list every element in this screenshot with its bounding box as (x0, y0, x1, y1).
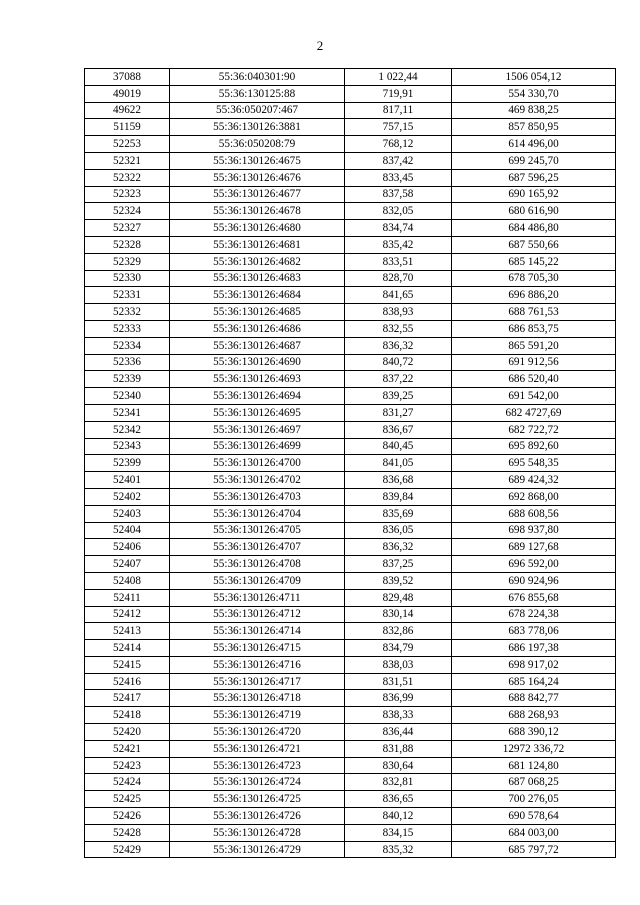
record-number-cell: 52408 (85, 572, 170, 589)
cadastral-number-cell: 55:36:130126:4682 (170, 253, 345, 270)
cadastral-number-cell: 55:36:130126:4695 (170, 404, 345, 421)
area-cell: 839,52 (345, 572, 452, 589)
area-cell: 1 022,44 (345, 69, 452, 86)
cadastral-number-cell: 55:36:130126:4683 (170, 270, 345, 287)
table-row (85, 488, 616, 505)
value-cell: 857 850,95 (452, 119, 616, 136)
value-cell: 690 165,92 (452, 186, 616, 203)
cadastral-number-cell: 55:36:130126:4708 (170, 556, 345, 573)
table-row (85, 791, 616, 808)
cadastral-number-cell: 55:36:130126:4715 (170, 640, 345, 657)
cadastral-number-cell: 55:36:130126:4721 (170, 740, 345, 757)
value-cell: 686 853,75 (452, 320, 616, 337)
table-row (85, 287, 616, 304)
table-row (85, 757, 616, 774)
value-cell: 699 245,70 (452, 152, 616, 169)
record-number-cell: 52330 (85, 270, 170, 287)
record-number-cell: 52323 (85, 186, 170, 203)
cadastral-number-cell: 55:36:130126:4705 (170, 522, 345, 539)
cadastral-number-cell: 55:36:130126:4678 (170, 203, 345, 220)
cadastral-number-cell: 55:36:130126:4676 (170, 169, 345, 186)
table-row (85, 640, 616, 657)
record-number-cell: 52402 (85, 488, 170, 505)
cadastral-number-cell: 55:36:130126:4686 (170, 320, 345, 337)
record-number-cell: 52336 (85, 354, 170, 371)
area-cell: 757,15 (345, 119, 452, 136)
table-row (85, 841, 616, 858)
value-cell: 687 550,66 (452, 236, 616, 253)
page-number: 2 (316, 38, 324, 53)
value-cell: 689 424,32 (452, 472, 616, 489)
cadastral-number-cell: 55:36:130125:88 (170, 85, 345, 102)
cadastral-number-cell: 55:36:130126:3881 (170, 119, 345, 136)
table-row (85, 69, 616, 86)
table-row (85, 136, 616, 153)
table-row (85, 320, 616, 337)
value-cell: 689 127,68 (452, 539, 616, 556)
cadastral-number-cell: 55:36:130126:4728 (170, 824, 345, 841)
value-cell: 687 596,25 (452, 169, 616, 186)
record-number-cell: 52331 (85, 287, 170, 304)
record-number-cell: 52332 (85, 304, 170, 321)
value-cell: 682 722,72 (452, 421, 616, 438)
table-row (85, 404, 616, 421)
area-cell: 834,74 (345, 220, 452, 237)
cadastral-number-cell: 55:36:130126:4724 (170, 774, 345, 791)
value-cell: 681 124,80 (452, 757, 616, 774)
cadastral-number-cell: 55:36:130126:4687 (170, 337, 345, 354)
record-number-cell: 52403 (85, 505, 170, 522)
cadastral-number-cell: 55:36:130126:4711 (170, 589, 345, 606)
value-cell: 684 486,80 (452, 220, 616, 237)
record-number-cell: 52401 (85, 472, 170, 489)
table-row (85, 371, 616, 388)
area-cell: 817,11 (345, 102, 452, 119)
value-cell: 696 886,20 (452, 287, 616, 304)
cadastral-number-cell: 55:36:130126:4729 (170, 841, 345, 858)
record-number-cell: 37088 (85, 69, 170, 86)
record-number-cell: 52418 (85, 707, 170, 724)
cadastral-number-cell: 55:36:130126:4709 (170, 572, 345, 589)
area-cell: 839,84 (345, 488, 452, 505)
area-cell: 833,51 (345, 253, 452, 270)
area-cell: 833,45 (345, 169, 452, 186)
value-cell: 700 276,05 (452, 791, 616, 808)
cadastral-number-cell: 55:36:130126:4704 (170, 505, 345, 522)
value-cell: 684 003,00 (452, 824, 616, 841)
cadastral-number-cell: 55:36:130126:4694 (170, 388, 345, 405)
table-row (85, 354, 616, 371)
value-cell: 695 892,60 (452, 438, 616, 455)
cadastral-number-cell: 55:36:130126:4690 (170, 354, 345, 371)
value-cell: 554 330,70 (452, 85, 616, 102)
value-cell: 692 868,00 (452, 488, 616, 505)
area-cell: 836,05 (345, 522, 452, 539)
cadastral-number-cell: 55:36:130126:4699 (170, 438, 345, 455)
area-cell: 832,55 (345, 320, 452, 337)
value-cell: 685 145,22 (452, 253, 616, 270)
table-row (85, 623, 616, 640)
table-row (85, 556, 616, 573)
record-number-cell: 52321 (85, 152, 170, 169)
registry-table-body (85, 69, 616, 858)
area-cell: 768,12 (345, 136, 452, 153)
cadastral-number-cell: 55:36:050208:79 (170, 136, 345, 153)
record-number-cell: 52322 (85, 169, 170, 186)
record-number-cell: 52334 (85, 337, 170, 354)
cadastral-number-cell: 55:36:130126:4723 (170, 757, 345, 774)
cadastral-number-cell: 55:36:130126:4720 (170, 724, 345, 741)
table-row (85, 774, 616, 791)
table-row (85, 572, 616, 589)
record-number-cell: 52340 (85, 388, 170, 405)
area-cell: 829,48 (345, 589, 452, 606)
record-number-cell: 52324 (85, 203, 170, 220)
cadastral-number-cell: 55:36:130126:4714 (170, 623, 345, 640)
record-number-cell: 52425 (85, 791, 170, 808)
value-cell: 688 268,93 (452, 707, 616, 724)
value-cell: 682 4727,69 (452, 404, 616, 421)
cadastral-number-cell: 55:36:130126:4703 (170, 488, 345, 505)
table-row (85, 253, 616, 270)
value-cell: 678 224,38 (452, 606, 616, 623)
value-cell: 685 164,24 (452, 673, 616, 690)
cadastral-number-cell: 55:36:130126:4693 (170, 371, 345, 388)
area-cell: 840,12 (345, 808, 452, 825)
value-cell: 687 068,25 (452, 774, 616, 791)
record-number-cell: 52413 (85, 623, 170, 640)
area-cell: 836,99 (345, 690, 452, 707)
record-number-cell: 52343 (85, 438, 170, 455)
record-number-cell: 52420 (85, 724, 170, 741)
record-number-cell: 52412 (85, 606, 170, 623)
record-number-cell: 52342 (85, 421, 170, 438)
area-cell: 837,58 (345, 186, 452, 203)
value-cell: 676 855,68 (452, 589, 616, 606)
record-number-cell: 52328 (85, 236, 170, 253)
cadastral-number-cell: 55:36:130126:4707 (170, 539, 345, 556)
value-cell: 688 608,56 (452, 505, 616, 522)
area-cell: 836,44 (345, 724, 452, 741)
area-cell: 838,03 (345, 656, 452, 673)
table-row (85, 455, 616, 472)
value-cell: 696 592,00 (452, 556, 616, 573)
value-cell: 691 912,56 (452, 354, 616, 371)
area-cell: 719,91 (345, 85, 452, 102)
record-number-cell: 52341 (85, 404, 170, 421)
registry-table (84, 68, 616, 858)
value-cell: 678 705,30 (452, 270, 616, 287)
area-cell: 831,88 (345, 740, 452, 757)
area-cell: 832,05 (345, 203, 452, 220)
area-cell: 831,51 (345, 673, 452, 690)
record-number-cell: 52421 (85, 740, 170, 757)
area-cell: 835,32 (345, 841, 452, 858)
table-row (85, 539, 616, 556)
table-row (85, 589, 616, 606)
value-cell: 688 390,12 (452, 724, 616, 741)
record-number-cell: 52411 (85, 589, 170, 606)
record-number-cell: 52417 (85, 690, 170, 707)
table-row (85, 186, 616, 203)
record-number-cell: 52399 (85, 455, 170, 472)
area-cell: 830,14 (345, 606, 452, 623)
value-cell: 686 520,40 (452, 371, 616, 388)
cadastral-number-cell: 55:36:130126:4681 (170, 236, 345, 253)
area-cell: 831,27 (345, 404, 452, 421)
cadastral-number-cell: 55:36:130126:4702 (170, 472, 345, 489)
value-cell: 865 591,20 (452, 337, 616, 354)
area-cell: 830,64 (345, 757, 452, 774)
area-cell: 841,65 (345, 287, 452, 304)
table-row (85, 505, 616, 522)
table-row (85, 388, 616, 405)
table-row (85, 824, 616, 841)
record-number-cell: 52429 (85, 841, 170, 858)
area-cell: 838,93 (345, 304, 452, 321)
area-cell: 839,25 (345, 388, 452, 405)
table-row (85, 203, 616, 220)
record-number-cell: 52406 (85, 539, 170, 556)
area-cell: 836,65 (345, 791, 452, 808)
table-row (85, 724, 616, 741)
table-row (85, 690, 616, 707)
record-number-cell: 49019 (85, 85, 170, 102)
record-number-cell: 52404 (85, 522, 170, 539)
area-cell: 836,32 (345, 337, 452, 354)
table-row (85, 270, 616, 287)
area-cell: 836,68 (345, 472, 452, 489)
value-cell: 1506 054,12 (452, 69, 616, 86)
table-row (85, 421, 616, 438)
table-row (85, 304, 616, 321)
cadastral-number-cell: 55:36:130126:4717 (170, 673, 345, 690)
record-number-cell: 52416 (85, 673, 170, 690)
record-number-cell: 52327 (85, 220, 170, 237)
record-number-cell: 52424 (85, 774, 170, 791)
area-cell: 840,45 (345, 438, 452, 455)
table-row (85, 808, 616, 825)
value-cell: 686 197,38 (452, 640, 616, 657)
area-cell: 834,15 (345, 824, 452, 841)
value-cell: 690 578,64 (452, 808, 616, 825)
area-cell: 837,22 (345, 371, 452, 388)
record-number-cell: 51159 (85, 119, 170, 136)
cadastral-number-cell: 55:36:130126:4712 (170, 606, 345, 623)
cadastral-number-cell: 55:36:050207:467 (170, 102, 345, 119)
table-row (85, 236, 616, 253)
record-number-cell: 52407 (85, 556, 170, 573)
value-cell: 698 917,02 (452, 656, 616, 673)
value-cell: 688 842,77 (452, 690, 616, 707)
cadastral-number-cell: 55:36:130126:4680 (170, 220, 345, 237)
record-number-cell: 52414 (85, 640, 170, 657)
cadastral-number-cell: 55:36:130126:4726 (170, 808, 345, 825)
value-cell: 680 616,90 (452, 203, 616, 220)
table-row (85, 438, 616, 455)
area-cell: 836,67 (345, 421, 452, 438)
record-number-cell: 52428 (85, 824, 170, 841)
record-number-cell: 52423 (85, 757, 170, 774)
table-row (85, 119, 616, 136)
value-cell: 698 937,80 (452, 522, 616, 539)
table-row (85, 472, 616, 489)
cadastral-number-cell: 55:36:130126:4719 (170, 707, 345, 724)
cadastral-number-cell: 55:36:040301:90 (170, 69, 345, 86)
table-row (85, 606, 616, 623)
table-row (85, 169, 616, 186)
record-number-cell: 52253 (85, 136, 170, 153)
table-row (85, 102, 616, 119)
value-cell: 688 761,53 (452, 304, 616, 321)
cadastral-number-cell: 55:36:130126:4685 (170, 304, 345, 321)
table-row (85, 740, 616, 757)
cadastral-number-cell: 55:36:130126:4697 (170, 421, 345, 438)
value-cell: 695 548,35 (452, 455, 616, 472)
record-number-cell: 52329 (85, 253, 170, 270)
table-row (85, 220, 616, 237)
record-number-cell: 52339 (85, 371, 170, 388)
value-cell: 683 778,06 (452, 623, 616, 640)
value-cell: 685 797,72 (452, 841, 616, 858)
cadastral-number-cell: 55:36:130126:4716 (170, 656, 345, 673)
cadastral-number-cell: 55:36:130126:4675 (170, 152, 345, 169)
table-row (85, 152, 616, 169)
cadastral-number-cell: 55:36:130126:4725 (170, 791, 345, 808)
value-cell: 690 924,96 (452, 572, 616, 589)
area-cell: 832,86 (345, 623, 452, 640)
area-cell: 828,70 (345, 270, 452, 287)
record-number-cell: 49622 (85, 102, 170, 119)
value-cell: 12972 336,72 (452, 740, 616, 757)
cadastral-number-cell: 55:36:130126:4718 (170, 690, 345, 707)
area-cell: 834,79 (345, 640, 452, 657)
table-row (85, 337, 616, 354)
cadastral-number-cell: 55:36:130126:4700 (170, 455, 345, 472)
record-number-cell: 52415 (85, 656, 170, 673)
area-cell: 840,72 (345, 354, 452, 371)
cadastral-number-cell: 55:36:130126:4684 (170, 287, 345, 304)
table-row (85, 707, 616, 724)
area-cell: 837,42 (345, 152, 452, 169)
table-row (85, 656, 616, 673)
table-row (85, 85, 616, 102)
area-cell: 835,42 (345, 236, 452, 253)
value-cell: 691 542,00 (452, 388, 616, 405)
area-cell: 832,81 (345, 774, 452, 791)
area-cell: 836,32 (345, 539, 452, 556)
record-number-cell: 52333 (85, 320, 170, 337)
area-cell: 838,33 (345, 707, 452, 724)
cadastral-number-cell: 55:36:130126:4677 (170, 186, 345, 203)
record-number-cell: 52426 (85, 808, 170, 825)
table-row (85, 673, 616, 690)
area-cell: 835,69 (345, 505, 452, 522)
area-cell: 841,05 (345, 455, 452, 472)
value-cell: 614 496,00 (452, 136, 616, 153)
table-row (85, 522, 616, 539)
value-cell: 469 838,25 (452, 102, 616, 119)
area-cell: 837,25 (345, 556, 452, 573)
